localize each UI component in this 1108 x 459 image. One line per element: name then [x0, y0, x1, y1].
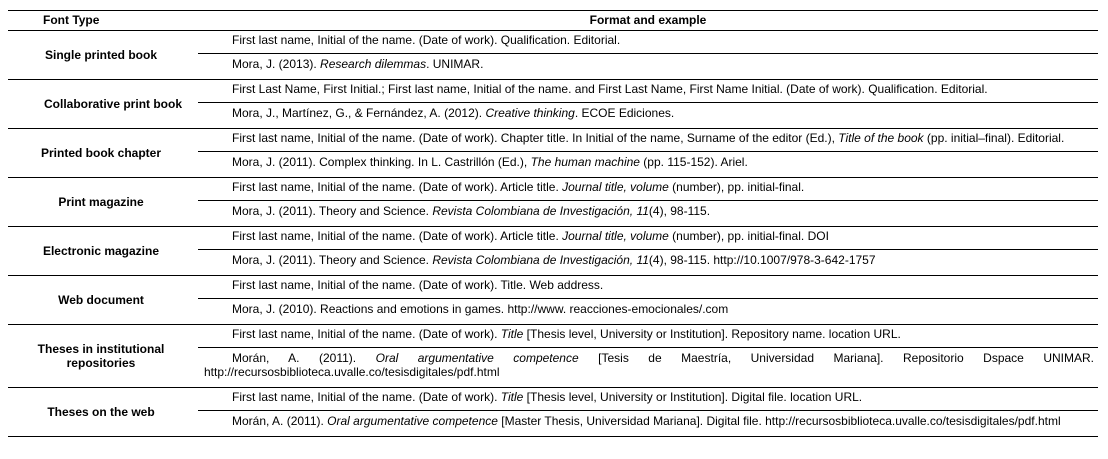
format-cell: First last name, Initial of the name. (Date of work). Article title. Journal title, volume (number), pp. initial-final. DOI [198, 227, 1098, 250]
table-row-format [8, 325, 1098, 348]
example-cell: Mora, J. (2011). Theory and Science. Revista Colombiana de Investigación, 11(4), 98-115. http://10.1007/978-3-642-1757 [232, 253, 876, 267]
table-row-format [8, 276, 1098, 299]
font-type-cell: Print magazine [8, 178, 198, 227]
format-cell: First last name, Initial of the name. (Date of work). Article title. Journal title, volume (number), pp. initial-final. [198, 178, 1098, 201]
header-row [8, 11, 1098, 31]
table-row-format [8, 227, 1098, 250]
font-type-cell: Electronic magazine [8, 227, 198, 276]
font-type-cell: Single printed book [8, 31, 198, 80]
table-header [8, 11, 1098, 31]
example-cell: Mora, J., Martínez, G., & Fernández, A. (2012). Creative thinking. ECOE Ediciones. [232, 106, 675, 120]
font-type-cell: Web document [8, 276, 198, 325]
format-cell: First last name, Initial of the name. (Date of work). Qualification. Editorial. [198, 31, 1098, 54]
format-cell: First last name, Initial of the name. (Date of work). Title [Thesis level, University or Institution]. Repository name. location URL. [198, 325, 1098, 348]
example-cell: Morán, A. (2011). Oral argumentative competence [Master Thesis, Universidad Mariana]. Digital file. http://recursosbiblioteca.uvalle.co/tesisdigitales/pdf.html [232, 414, 1061, 428]
header-format-and-example: Format and example [198, 11, 1098, 31]
format-cell: First last name, Initial of the name. (Date of work). Title. Web address. [198, 276, 1098, 299]
table-row-format [8, 31, 1098, 54]
font-type-cell: Collaborative print book [8, 80, 198, 129]
example-cell: Morán, A. (2011). Oral argumentative competence [Tesis de Maestría, Universidad Mariana]. Repositorio Dspace UNIMAR. http://recursosbiblioteca.uvalle.co/tesisdigitales/pdf.html [204, 351, 1094, 379]
example-cell: Mora, J. (2011). Complex thinking. In L. Castrillón (Ed.), The human machine (pp. 115-152). Ariel. [232, 155, 748, 169]
table-row-format [8, 80, 1098, 103]
font-type-cell: Theses in institutional repositories [8, 325, 198, 388]
table-row-format [8, 129, 1098, 152]
table-row-format [8, 178, 1098, 201]
example-cell: Mora, J. (2013). Research dilemmas. UNIMAR. [232, 57, 484, 71]
table-body [8, 31, 1098, 437]
citation-format-table [8, 10, 1098, 437]
font-type-cell: Printed book chapter [8, 129, 198, 178]
format-cell: First Last Name, First Initial.; First last name, Initial of the name. and First Last Name, First Name Initial. (Date of work). Qualification. Editorial. [198, 80, 1098, 103]
table-row-format [8, 388, 1098, 411]
format-cell: First last name, Initial of the name. (Date of work). Chapter title. In Initial of the name, Surname of the editor (Ed.), Title of the book (pp. initial–final). Editorial. [198, 129, 1098, 152]
example-cell: Mora, J. (2011). Theory and Science. Revista Colombiana de Investigación, 11(4), 98-115. [232, 204, 711, 218]
example-cell: Mora, J. (2010). Reactions and emotions in games. http://www. reacciones-emocionales/.com [232, 302, 729, 316]
format-cell: First last name, Initial of the name. (Date of work). Title [Thesis level, University or Institution]. Digital file. location URL. [198, 388, 1098, 411]
font-type-cell: Theses on the web [8, 388, 198, 437]
header-font-type: Font Type [8, 11, 198, 31]
